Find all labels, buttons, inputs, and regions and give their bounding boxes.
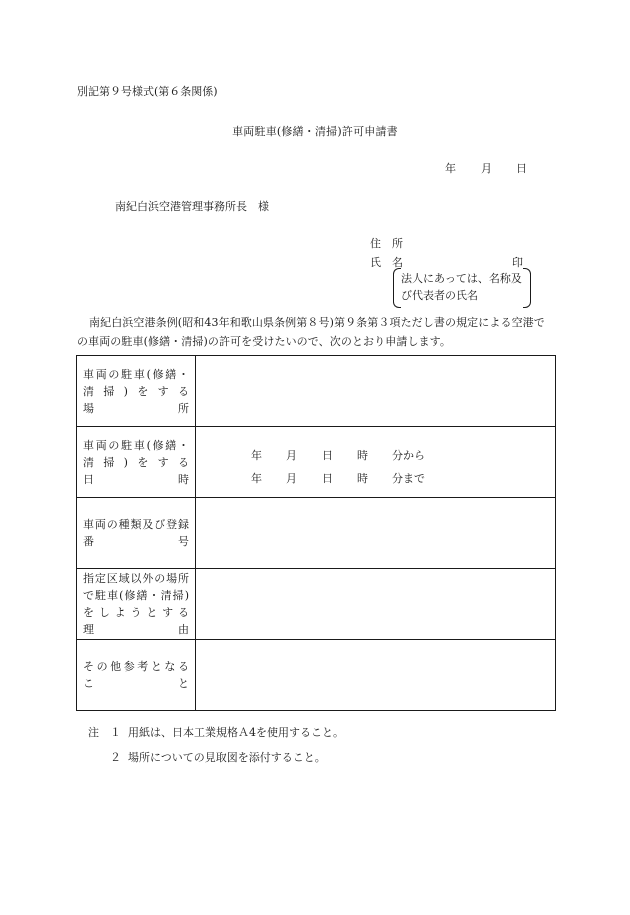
row-label-other-notes: [77, 640, 196, 711]
note-number: ２: [110, 751, 121, 764]
form-title: 車両駐車(修繕・清掃)許可申請書: [232, 125, 398, 138]
row-label-parking-datetime: [77, 427, 196, 498]
row-label-line: 指定区域以外の場所: [83, 572, 189, 585]
corporation-note: [393, 268, 531, 308]
note-number: １: [110, 726, 121, 739]
table-row-vehicle-type: [77, 498, 556, 569]
table-row-reason: [77, 569, 556, 640]
to-month-label: 月: [286, 472, 297, 485]
row-label-line: をしようとする: [83, 606, 189, 619]
row-label-line: 車両の駐車(修繕・: [83, 438, 189, 452]
to-hour-label: 時: [357, 472, 368, 485]
note-heading: 注: [88, 726, 99, 739]
application-statement: 南紀白浜空港条例(昭和43年和歌山県条例第８号)第９条第３項ただし書の規定による空港での車両の駐車(修繕・清掃)の許可を受けたいので、次のとおり申請します。: [77, 316, 545, 348]
note-1: [88, 724, 344, 740]
row-label-line: こと: [83, 677, 189, 690]
to-day-label: 日: [322, 472, 333, 485]
to-minute-label: 分まで: [392, 472, 425, 485]
row-label-line: 車両の駐車(修繕・: [83, 367, 189, 381]
row-label-line: 清掃)をする: [83, 455, 189, 469]
addressee: 南紀白浜空港管理事務所長 様: [115, 200, 269, 213]
row-label-line: 場所: [83, 401, 189, 415]
form-number-label: 別記第９号様式(第６条関係): [77, 85, 218, 98]
date-day-label: 日: [516, 162, 527, 175]
row-label-line: 日時: [83, 472, 189, 486]
from-month-label: 月: [286, 449, 297, 462]
row-label-line: で駐車(修繕・清掃): [83, 589, 189, 602]
vehicle-type-field[interactable]: [196, 498, 556, 569]
date-year-label: 年: [445, 162, 456, 175]
row-label-line: 車両の種類及び登録: [83, 518, 189, 531]
corporation-note-line-1: 法人にあっては、名称及: [401, 272, 522, 285]
row-label-reason: [77, 569, 196, 640]
row-label-parking-place: [77, 356, 196, 427]
row-label-line: その他参考となる: [83, 660, 189, 673]
seal-mark: 印: [512, 256, 523, 269]
right-bracket: [523, 268, 531, 308]
table-row-other-notes: [77, 640, 556, 711]
note-2: [88, 749, 326, 765]
reason-field[interactable]: [196, 569, 556, 640]
parking-place-field[interactable]: [196, 356, 556, 427]
note-text: 場所についての見取図を添付すること。: [128, 751, 326, 764]
from-day-label: 日: [322, 449, 333, 462]
to-year-label: 年: [251, 472, 262, 485]
left-bracket: [393, 268, 401, 308]
row-label-line: 番号: [83, 535, 189, 548]
row-label-line: 理由: [83, 623, 189, 636]
other-notes-field[interactable]: [196, 640, 556, 711]
table-row-parking-datetime: [77, 427, 556, 498]
table-row-parking-place: [77, 356, 556, 427]
address-label: 住 所: [370, 237, 403, 250]
date-month-label: 月: [481, 162, 492, 175]
from-minute-label: 分から: [392, 449, 425, 462]
from-hour-label: 時: [357, 449, 368, 462]
parking-datetime-field[interactable]: [196, 427, 556, 498]
application-table: [76, 355, 556, 711]
name-label: 氏 名: [370, 256, 403, 269]
row-label-vehicle-type: [77, 498, 196, 569]
corporation-note-line-2: び代表者の氏名: [401, 289, 478, 302]
from-year-label: 年: [251, 449, 262, 462]
row-label-line: 清掃)をする: [83, 384, 189, 398]
note-text: 用紙は、日本工業規格Ａ4を使用すること。: [128, 726, 344, 739]
